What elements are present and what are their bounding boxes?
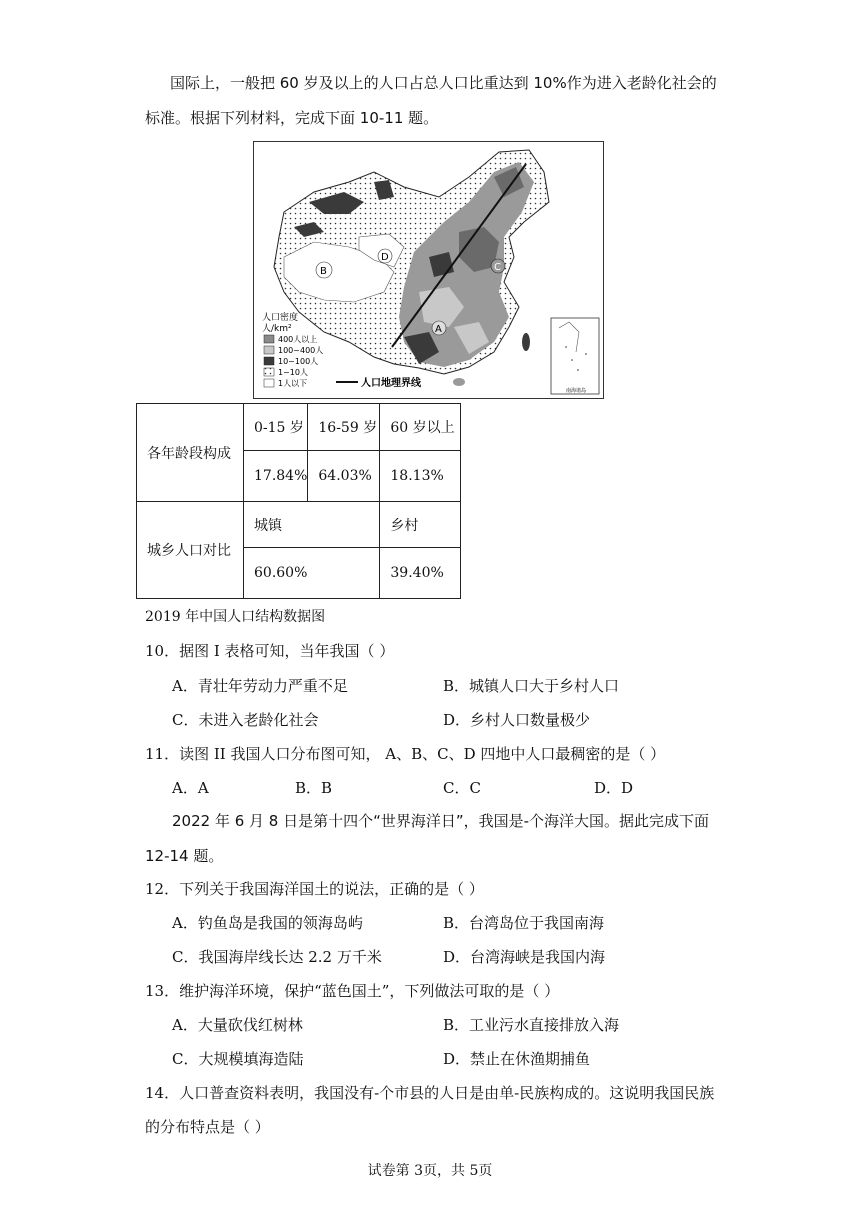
map-label-d: D bbox=[381, 252, 389, 263]
intro2-line-1: 2022 年 6 月 8 日是第十四个“世界海洋日”，我国是-个海洋大国。据此完成下面 bbox=[172, 812, 710, 830]
table-caption: 2019 年中国人口结构数据图 bbox=[145, 609, 326, 625]
question-11-option-c: C．C bbox=[443, 779, 481, 797]
rural-label: 乡村 bbox=[380, 502, 461, 548]
age-value-16-59: 64.03% bbox=[308, 451, 380, 502]
population-density-map bbox=[253, 141, 604, 399]
question-11-stem: 11．读图 II 我国人口分布图可知， A、B、C、D 四地中人口最稠密的是（ ） bbox=[145, 745, 666, 763]
taiwan-island bbox=[522, 333, 530, 351]
inset-label: 南海诸岛 bbox=[566, 388, 587, 394]
question-10-stem: 10．据图 I 表格可知，当年我国（ ） bbox=[145, 642, 395, 660]
question-10-option-d: D．乡村人口数量极少 bbox=[443, 711, 591, 729]
question-13-stem: 13．维护海洋环境，保护“蓝色国土”，下列做法可取的是（ ） bbox=[145, 982, 560, 1000]
question-11-option-b: B．B bbox=[295, 779, 333, 797]
legend-item-5: 1人以下 bbox=[278, 379, 308, 388]
age-structure-header: 各年龄段构成 bbox=[137, 404, 244, 502]
question-12-option-a: A．钓鱼岛是我国的领海岛屿 bbox=[172, 914, 363, 932]
legend-boundary-label: 人口地理界线 bbox=[361, 378, 421, 389]
question-13-option-b: B．工业污水直接排放入海 bbox=[443, 1016, 620, 1034]
age-group-0-15: 0-15 岁 bbox=[244, 404, 308, 451]
hainan-island bbox=[453, 378, 465, 386]
age-group-60-plus: 60 岁以上 bbox=[380, 404, 461, 451]
question-14-stem-line-1: 14．人口普查资料表明，我国没有-个市县的人日是由单-民族构成的。这说明我国民族 bbox=[145, 1084, 715, 1102]
legend-unit: 人/km² bbox=[262, 324, 292, 334]
age-value-0-15: 17.84% bbox=[244, 451, 308, 502]
rural-value: 39.40% bbox=[380, 548, 461, 599]
map-label-b: B bbox=[320, 266, 327, 277]
question-13-option-c: C．大规模填海造陆 bbox=[172, 1050, 304, 1068]
urban-label: 城镇 bbox=[244, 502, 380, 548]
question-12-option-d: D．台湾海峡是我国内海 bbox=[443, 948, 606, 966]
urban-value: 60.60% bbox=[244, 548, 380, 599]
question-13-option-d: D．禁止在休渔期捕鱼 bbox=[443, 1050, 591, 1068]
intro-line-1: 国际上，一般把 60 岁及以上的人口占总人口比重达到 10%作为进入老龄化社会的 bbox=[170, 74, 717, 92]
question-11-option-a: A．A bbox=[172, 779, 209, 797]
question-10-option-a: A．青壮年劳动力严重不足 bbox=[172, 677, 348, 695]
legend-item-2: 100~400人 bbox=[278, 346, 324, 355]
map-label-c: C bbox=[494, 262, 501, 273]
urban-rural-header: 城乡人口对比 bbox=[137, 502, 244, 599]
question-12-option-c: C．我国海岸线长达 2.2 万千米 bbox=[172, 948, 382, 966]
legend-item-1: 400人以上 bbox=[278, 335, 318, 344]
question-13-option-a: A．大量砍伐红树林 bbox=[172, 1016, 303, 1034]
map-label-a: A bbox=[435, 324, 442, 335]
question-12-option-b: B．台湾岛位于我国南海 bbox=[443, 914, 605, 932]
legend-title: 人口密度 bbox=[262, 313, 299, 323]
question-14-stem-line-2: 的分布特点是（ ） bbox=[145, 1118, 270, 1136]
legend-item-4: 1~10人 bbox=[278, 368, 308, 377]
population-structure-table bbox=[136, 403, 461, 599]
age-value-60-plus: 18.13% bbox=[380, 451, 461, 502]
question-12-stem: 12．下列关于我国海洋国土的说法，正确的是（ ） bbox=[145, 880, 484, 898]
intro2-line-2: 12-14 题。 bbox=[145, 847, 224, 865]
age-group-16-59: 16-59 岁 bbox=[308, 404, 380, 451]
china-map-graphic bbox=[254, 142, 603, 398]
question-10-option-c: C．未进入老龄化社会 bbox=[172, 711, 319, 729]
question-11-option-d: D．D bbox=[594, 779, 634, 797]
legend-item-3: 10~100人 bbox=[278, 357, 319, 366]
question-10-option-b: B．城镇人口大于乡村人口 bbox=[443, 677, 620, 695]
page-footer: 试卷第 3页，共 5页 bbox=[367, 1163, 493, 1179]
intro-line-2: 标准。根据下列材料，完成下面 10-11 题。 bbox=[145, 109, 439, 127]
south-sea-inset bbox=[551, 318, 599, 394]
